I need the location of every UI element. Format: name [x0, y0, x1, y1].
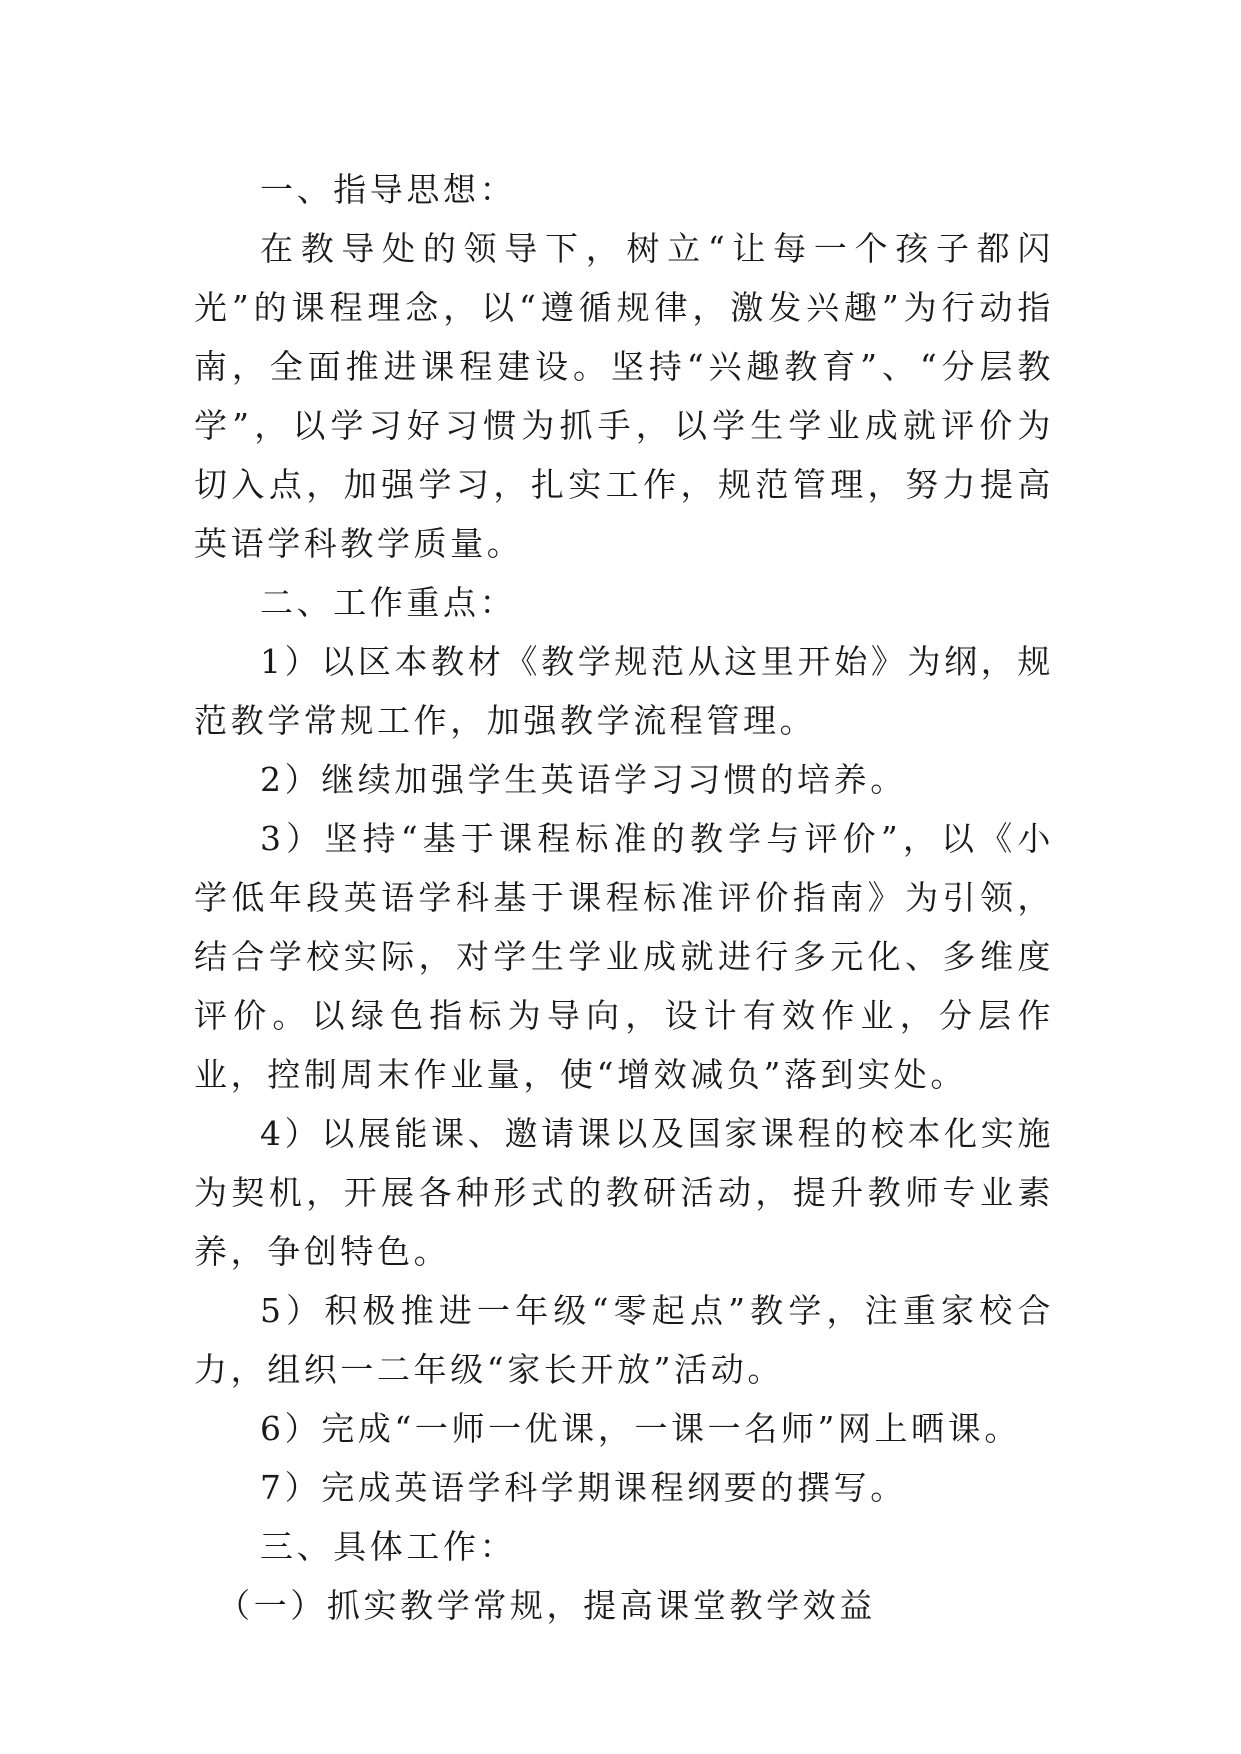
work-focus-item-7: 7）完成英语学科学期课程纲要的撰写。 — [260, 1468, 907, 1507]
subsection-heading-teaching-routine: （一）抓实教学常规，提高课堂教学效益 — [217, 1586, 876, 1625]
work-focus-item-2: 2）继续加强学生英语学习习惯的培养。 — [260, 760, 907, 799]
section-heading-specific-work: 三、具体工作： — [260, 1527, 517, 1566]
work-focus-item-4: 4）以展能课、邀请课以及国家课程的校本化实施为契机，开展各种形式的教研活动，提升教师专业素养，争创特色。 — [194, 1114, 1054, 1271]
document-body — [194, 160, 1054, 1635]
work-focus-item-1: 1）以区本教材《教学规范从这里开始》为纲，规范教学常规工作，加强教学流程管理。 — [194, 642, 1054, 740]
work-focus-item-5: 5）积极推进一年级“零起点”教学，注重家校合力，组织一二年级“家长开放”活动。 — [194, 1291, 1054, 1389]
work-focus-item-3: 3）坚持“基于课程标准的教学与评价”，以《小学低年段英语学科基于课程标准评价指南》为引领，结合学校实际，对学生学业成就进行多元化、多维度评价。以绿色指标为导向，设计有效作业，分层作业，控制周末作业量，使“增效减负”落到实处。 — [194, 819, 1054, 1094]
section-heading-work-focus: 二、工作重点： — [260, 583, 517, 622]
work-focus-item-6: 6）完成“一师一优课，一课一名师”网上晒课。 — [260, 1409, 1021, 1448]
paragraph-guiding-ideology: 在教导处的领导下，树立“让每一个孩子都闪光”的课程理念，以“遵循规律，激发兴趣”为行动指南，全面推进课程建设。坚持“兴趣教育”、“分层教学”，以学习好习惯为抓手，以学生学业成就评价为切入点，加强学习，扎实工作，规范管理，努力提高英语学科教学质量。 — [194, 229, 1054, 563]
section-heading-guiding-ideology: 一、指导思想： — [260, 170, 517, 209]
